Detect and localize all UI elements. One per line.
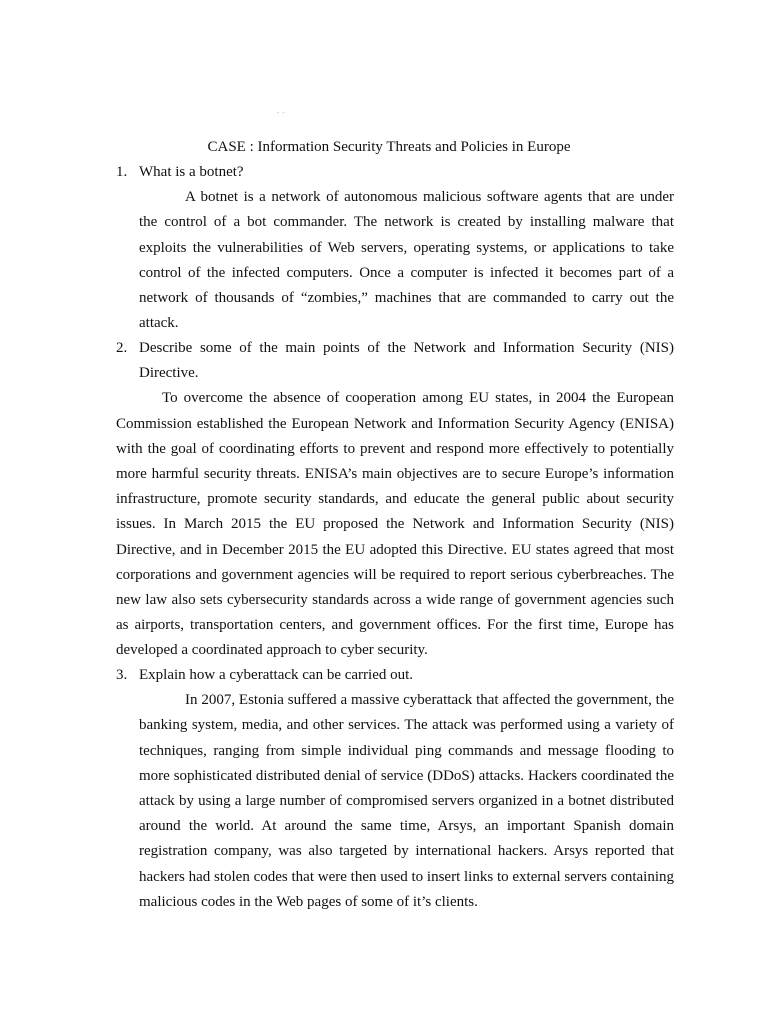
question-3-number: 3. — [116, 667, 128, 683]
question-1-number: 1. — [116, 164, 128, 180]
question-2-block — [116, 336, 674, 664]
question-2-text: Describe some of the main points of the Network and Information Security (NIS) Directive. — [139, 340, 674, 382]
document-title: CASE : Information Security Threats and Policies in Europe — [207, 139, 571, 155]
question-2 — [116, 336, 674, 386]
question-3-text: Explain how a cyberattack can be carried out. — [139, 667, 414, 683]
question-3-block — [116, 663, 674, 915]
header-mark: - - — [277, 110, 286, 116]
answer-2: To overcome the absence of cooperation among EU states, in 2004 the European Commission established the European Network and Information Security Agency (ENISA) with the goal of coordinating efforts to prevent and respond more effectively to potentially more harmful security threats. ENISA’s main objectives are to secure Europe’s information infrastructure, promote security standards, and educate the general public about security issues. In March 2015 the EU proposed the Network and Information Security (NIS) Directive, and in December 2015 the EU adopted this Directive. EU states agreed that most corporations and government agencies will be required to report serious cyberbreaches. The new law also sets cybersecurity standards across a wide range of government agencies such as airports, transportation centers, and government offices. For the first time, Europe has developed a coordinated approach to cyber security. — [116, 390, 674, 659]
question-1-block — [116, 160, 674, 336]
answer-1: A botnet is a network of autonomous malicious software agents that are under the control of a bot commander. The network is created by installing malware that exploits the vulnerabilities of Web servers, operating systems, or applications to take control of the infected computers. Once a computer is infected it becomes part of a network of thousands of “zombies,” machines that are commanded to carry out the attack. — [139, 189, 674, 332]
question-2-number: 2. — [116, 340, 128, 356]
question-1 — [116, 160, 674, 185]
question-1-text: What is a botnet? — [139, 164, 244, 180]
answer-3: In 2007, Estonia suffered a massive cyberattack that affected the government, the banking system, media, and other services. The attack was performed using a variety of techniques, ranging from simple individual ping commands and message flooding to more sophisticated distributed denial of service (DDoS) attacks. Hackers coordinated the attack by using a large number of compromised servers organized in a botnet distributed around the world. At around the same time, Arsys, an important Spanish domain registration company, was also targeted by international hackers. Arsys reported that hackers had stolen codes that were then used to insert links to external servers containing malicious codes in the Web pages of some of it’s clients. — [139, 692, 674, 910]
question-3 — [116, 663, 674, 688]
